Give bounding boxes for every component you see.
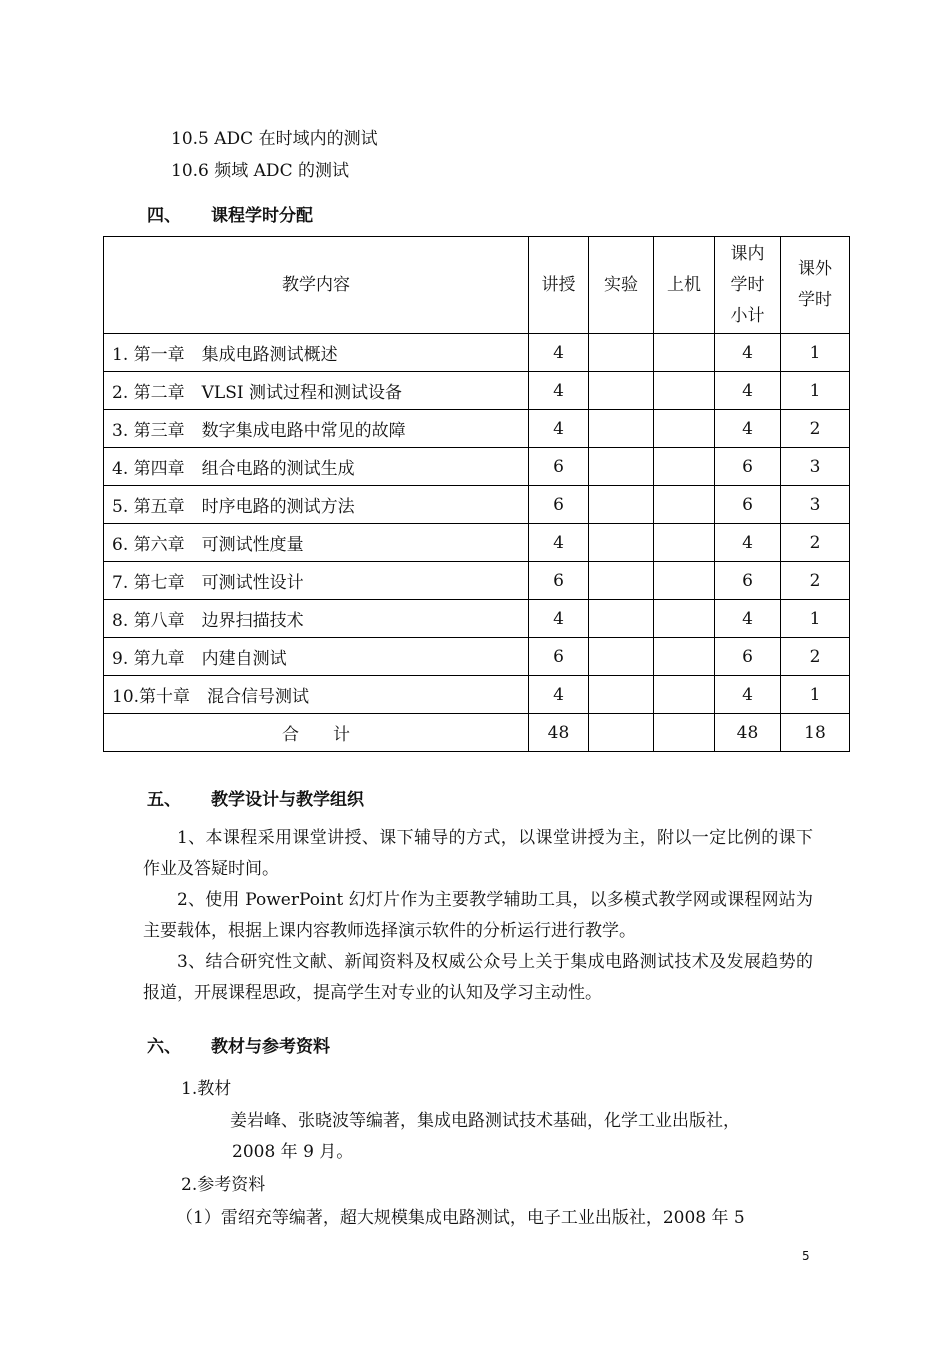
cell-content: 6. 第六章 可测试性度量 [104,524,529,562]
header-computer: 上机 [654,237,715,334]
toc-line-10-5: 10.5 ADC 在时域内的测试 [171,129,378,149]
section-number: 五、 [147,790,181,810]
cell-lab [589,372,654,410]
cell-extra: 2 [781,410,850,448]
cell-subtotal: 6 [715,448,781,486]
total-extra: 18 [781,714,850,752]
cell-subtotal: 4 [715,600,781,638]
cell-lab [589,486,654,524]
cell-subtotal: 4 [715,676,781,714]
teaching-paragraph-3: 3、结合研究性文献、新闻资料及权威公众号上关于集成电路测试技术及发展趋势的报道，开展课程思政，提高学生对专业的认知及学习主动性。 [143,952,813,1003]
textbook-citation-line2: 2008 年 9 月。 [232,1142,354,1162]
cell-lab [589,524,654,562]
cell-subtotal: 4 [715,334,781,372]
cell-lab [589,600,654,638]
cell-computer [654,372,715,410]
cell-extra: 2 [781,562,850,600]
table-row [104,486,850,524]
cell-lecture: 6 [529,448,589,486]
section-number: 六、 [147,1037,181,1057]
cell-computer [654,334,715,372]
total-label: 合 计 [104,714,529,752]
header-lecture: 讲授 [529,237,589,334]
header-extra-line: 课外 [798,259,832,279]
header-subtotal [715,237,781,334]
cell-lecture: 6 [529,562,589,600]
table-header-row [104,237,850,334]
cell-content: 3. 第三章 数字集成电路中常见的故障 [104,410,529,448]
cell-computer [654,524,715,562]
teaching-paragraph-1: 1、本课程采用课堂讲授、课下辅导的方式，以课堂讲授为主，附以一定比例的课下作业及答疑时间。 [143,828,813,879]
header-extra [781,237,850,334]
cell-lab [589,410,654,448]
cell-subtotal: 6 [715,638,781,676]
cell-subtotal: 4 [715,410,781,448]
reference-1: （1）雷绍充等编著，超大规模集成电路测试，电子工业出版社，2008 年 5 [176,1208,745,1228]
cell-computer [654,676,715,714]
total-subtotal: 48 [715,714,781,752]
section-title: 教学设计与教学组织 [211,790,364,810]
table-row [104,410,850,448]
cell-content: 8. 第八章 边界扫描技术 [104,600,529,638]
section-heading-6 [147,1032,330,1057]
cell-extra: 2 [781,524,850,562]
cell-subtotal: 4 [715,372,781,410]
cell-lecture: 4 [529,600,589,638]
section-number: 四、 [147,206,181,226]
cell-lecture: 4 [529,372,589,410]
cell-computer [654,600,715,638]
section-heading-4 [147,201,313,226]
total-lab [589,714,654,752]
section-heading-5 [147,785,364,810]
cell-extra: 3 [781,448,850,486]
cell-content: 7. 第七章 可测试性设计 [104,562,529,600]
cell-content: 5. 第五章 时序电路的测试方法 [104,486,529,524]
toc-line-10-6: 10.6 频域 ADC 的测试 [171,161,349,181]
table-row [104,334,850,372]
header-lab: 实验 [589,237,654,334]
table-row [104,676,850,714]
cell-content: 10.第十章 混合信号测试 [104,676,529,714]
cell-subtotal: 4 [715,524,781,562]
cell-computer [654,410,715,448]
header-subtotal-line: 小计 [730,305,765,326]
header-subtotal-line: 课内 [730,243,765,264]
header-content: 教学内容 [104,237,529,334]
cell-extra: 1 [781,600,850,638]
header-extra-line: 学时 [798,290,832,310]
cell-computer [654,448,715,486]
cell-content: 4. 第四章 组合电路的测试生成 [104,448,529,486]
textbook-label: 1.教材 [181,1079,232,1099]
cell-content: 9. 第九章 内建自测试 [104,638,529,676]
references-label: 2.参考资料 [181,1175,266,1195]
cell-lab [589,562,654,600]
cell-lecture: 4 [529,334,589,372]
table-row [104,448,850,486]
table-total-row [104,714,850,752]
cell-extra: 3 [781,486,850,524]
cell-lab [589,448,654,486]
cell-lecture: 6 [529,486,589,524]
section-title: 教材与参考资料 [211,1037,330,1057]
section-title: 课程学时分配 [211,206,313,226]
cell-computer [654,638,715,676]
total-lecture: 48 [529,714,589,752]
cell-extra: 1 [781,334,850,372]
total-computer [654,714,715,752]
cell-extra: 1 [781,372,850,410]
cell-lecture: 6 [529,638,589,676]
cell-lecture: 4 [529,410,589,448]
page-number: 5 [802,1249,810,1263]
table-row [104,524,850,562]
cell-lab [589,676,654,714]
cell-lab [589,638,654,676]
cell-computer [654,562,715,600]
cell-subtotal: 6 [715,486,781,524]
cell-content: 1. 第一章 集成电路测试概述 [104,334,529,372]
course-hours-table [103,236,850,752]
header-subtotal-line: 学时 [730,274,765,295]
cell-lecture: 4 [529,676,589,714]
cell-extra: 1 [781,676,850,714]
cell-lab [589,334,654,372]
cell-extra: 2 [781,638,850,676]
cell-content: 2. 第二章 VLSI 测试过程和测试设备 [104,372,529,410]
cell-subtotal: 6 [715,562,781,600]
teaching-paragraph-2: 2、使用 PowerPoint 幻灯片作为主要教学辅助工具，以多模式教学网或课程网站为主要载体，根据上课内容教师选择演示软件的分析运行进行教学。 [143,890,813,941]
cell-computer [654,486,715,524]
table-row [104,562,850,600]
cell-lecture: 4 [529,524,589,562]
table-row [104,638,850,676]
table-row [104,600,850,638]
table-row [104,372,850,410]
textbook-citation-line1: 姜岩峰、张晓波等编著，集成电路测试技术基础，化学工业出版社， [230,1111,740,1131]
